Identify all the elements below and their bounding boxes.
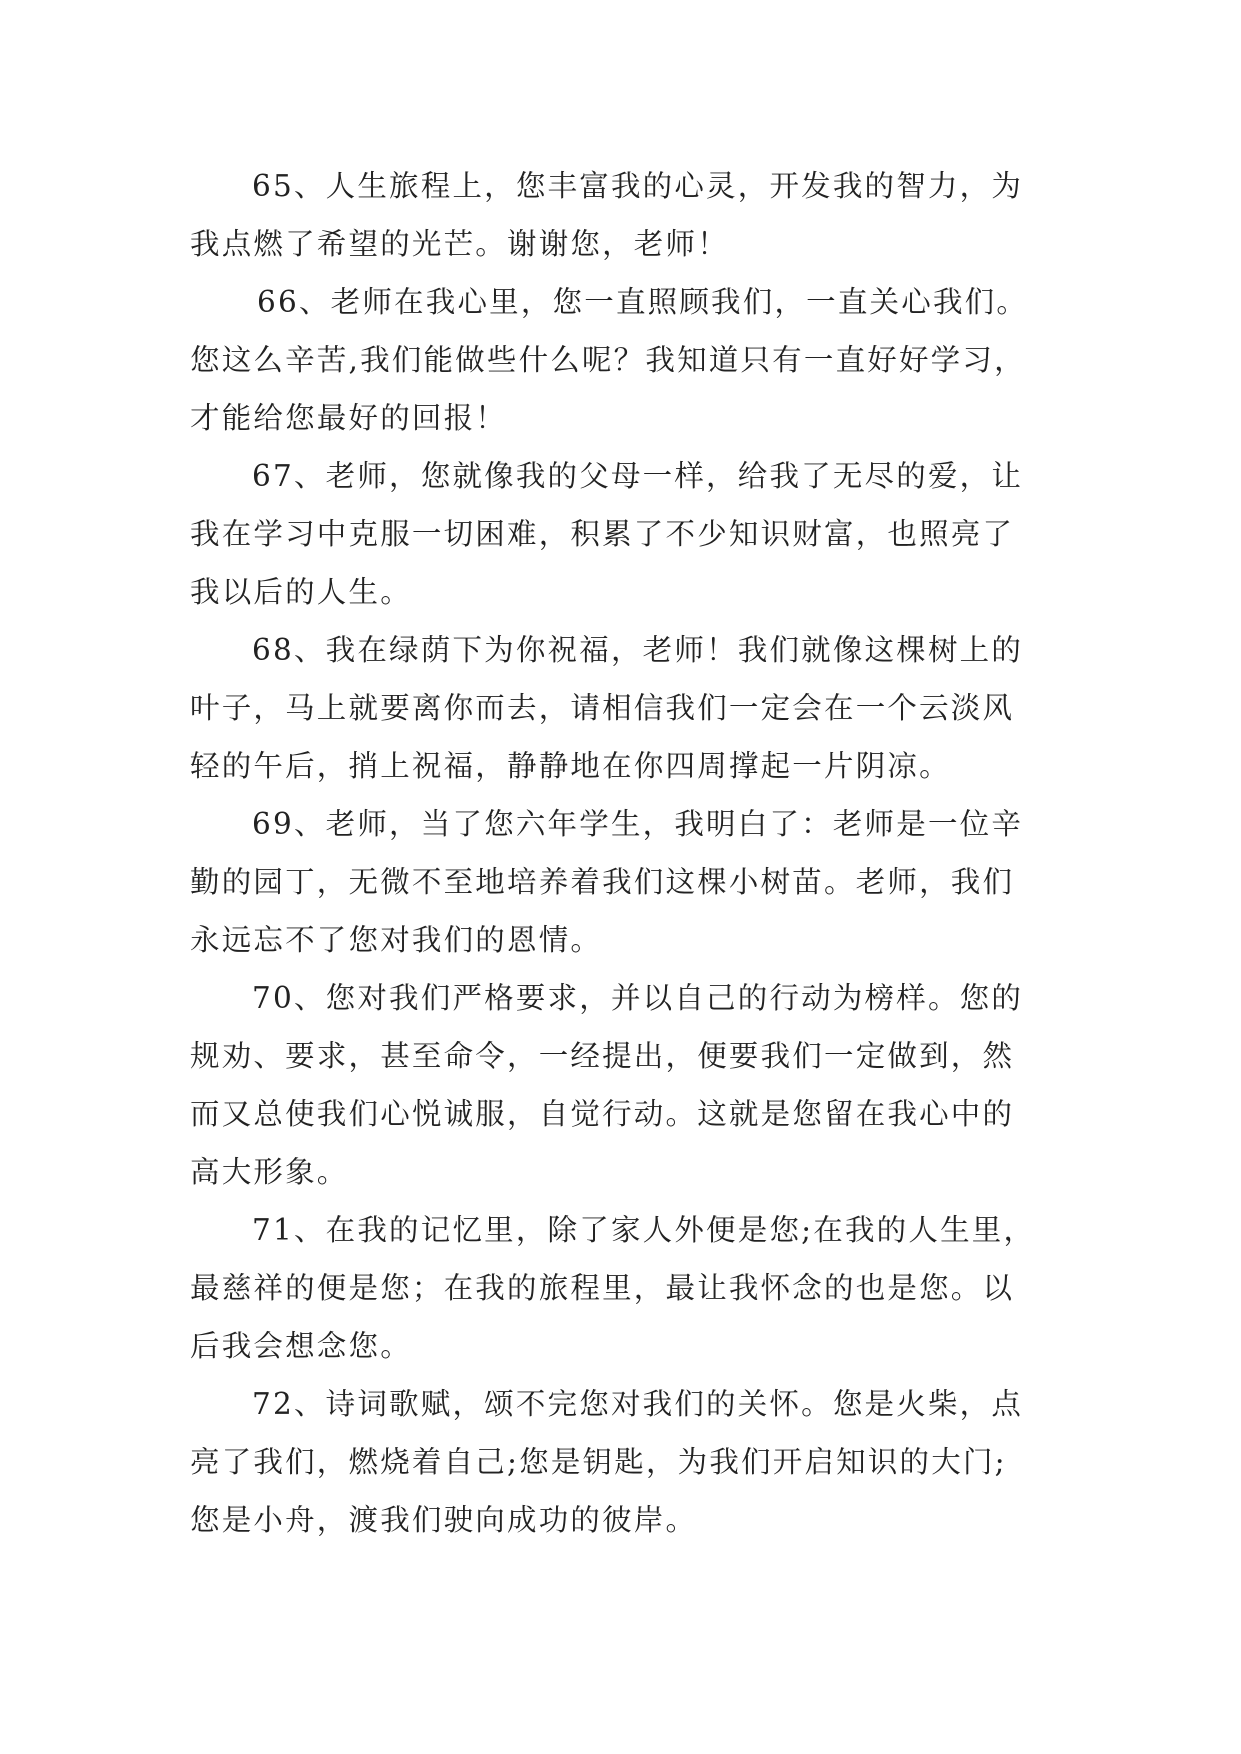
paragraph-65-line-1: 65、人生旅程上，您丰富我的心灵，开发我的智力，为 xyxy=(252,169,1024,203)
paragraph-67-line-3: 我以后的人生。 xyxy=(190,575,412,609)
paragraph-65-line-2: 我点燃了希望的光芒。谢谢您，老师！ xyxy=(190,227,729,261)
paragraph-72-line-3: 您是小舟，渡我们驶向成功的彼岸。 xyxy=(190,1503,698,1537)
paragraph-70-line-1: 70、您对我们严格要求，并以自己的行动为榜样。您的 xyxy=(252,981,1024,1015)
paragraph-71-line-3: 后我会想念您。 xyxy=(190,1329,412,1363)
paragraph-71-line-1: 71、在我的记忆里，除了家人外便是您;在我的人生里， xyxy=(252,1213,1036,1247)
paragraph-67-line-2: 我在学习中克服一切困难，积累了不少知识财富，也照亮了 xyxy=(190,517,1015,551)
paragraph-72-line-1: 72、诗词歌赋，颂不完您对我们的关怀。您是火柴，点 xyxy=(252,1387,1024,1421)
paragraph-66-line-2: 您这么辛苦,我们能做些什么呢？我知道只有一直好好学习， xyxy=(190,343,1026,377)
paragraph-71-line-2: 最慈祥的便是您；在我的旅程里，最让我怀念的也是您。以 xyxy=(190,1271,1015,1305)
paragraph-67-line-1: 67、老师，您就像我的父母一样，给我了无尽的爱，让 xyxy=(252,459,1024,493)
paragraph-70-line-4: 高大形象。 xyxy=(190,1155,349,1189)
paragraph-68-line-2: 叶子，马上就要离你而去，请相信我们一定会在一个云淡风 xyxy=(190,691,1015,725)
paragraph-66-line-3: 才能给您最好的回报！ xyxy=(190,401,508,435)
paragraph-66-line-1: 66、老师在我心里，您一直照顾我们，一直关心我们。 xyxy=(257,285,1029,319)
paragraph-72-line-2: 亮了我们，燃烧着自己;您是钥匙，为我们开启知识的大门; xyxy=(190,1445,1007,1479)
paragraph-70-line-3: 而又总使我们心悦诚服，自觉行动。这就是您留在我心中的 xyxy=(190,1097,1015,1131)
paragraph-69-line-1: 69、老师，当了您六年学生，我明白了：老师是一位辛 xyxy=(252,807,1024,841)
paragraph-68-line-3: 轻的午后，捎上祝福，静静地在你四周撑起一片阴凉。 xyxy=(190,749,951,783)
paragraph-70-line-2: 规劝、要求，甚至命令，一经提出，便要我们一定做到，然 xyxy=(190,1039,1015,1073)
paragraph-68-line-1: 68、我在绿荫下为你祝福，老师！我们就像这棵树上的 xyxy=(252,633,1024,667)
paragraph-69-line-3: 永远忘不了您对我们的恩情。 xyxy=(190,923,603,957)
paragraph-69-line-2: 勤的园丁，无微不至地培养着我们这棵小树苗。老师，我们 xyxy=(190,865,1015,899)
